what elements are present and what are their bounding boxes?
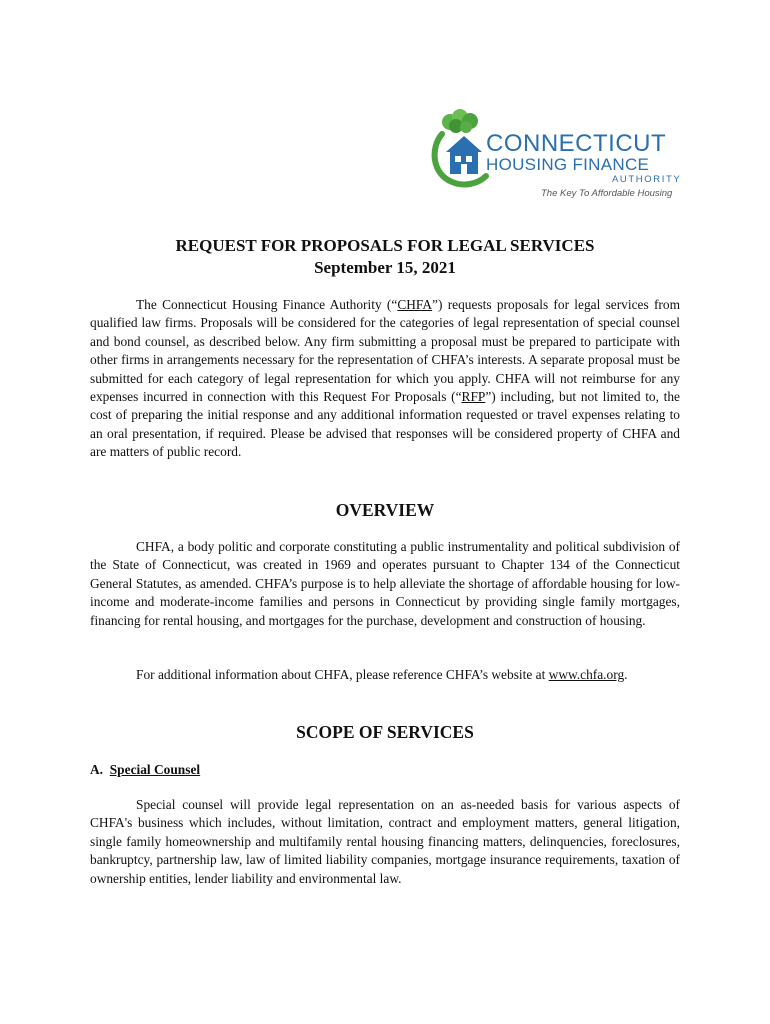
logo-line-connecticut: CONNECTICUT xyxy=(486,130,667,157)
chfa-website-link[interactable]: www.chfa.org xyxy=(548,667,625,682)
intro-text-3: ”) including, but not limited to, the cost of preparing the initial response and any additional information requested or travel expenses relating to an oral presentation, if required. Please be advised that responses will be considered property of CHFA and are matters of public record. xyxy=(90,389,680,460)
website-text: For additional information about CHFA, please reference CHFA’s website at xyxy=(136,667,549,682)
overview-text: CHFA, a body politic and corporate constituting a public instrumentality and political subdivision of the State of Connecticut, was created in 1969 and operates pursuant to Chapter 134 of the Connecticut General Statutes, as amended. CHFA’s purpose is to help alleviate the shortage of affordable housing for low-income and moderate-income families and persons in Connecticut by providing single family mortgages, financing for rental housing, and mortgages for the purchase, development and construction of housing. xyxy=(90,539,680,628)
subheading-letter: A. xyxy=(90,762,104,777)
logo-line-housing-finance: HOUSING FINANCE xyxy=(486,155,650,174)
website-text-end: . xyxy=(624,667,628,682)
special-counsel-subheading xyxy=(90,762,200,778)
overview-paragraph xyxy=(90,538,680,630)
chfa-logo xyxy=(428,108,680,200)
rfp-defined-term: RFP xyxy=(461,389,486,405)
intro-text-1: The Connecticut Housing Finance Authority (“ xyxy=(136,297,398,312)
special-counsel-text: Special counsel will provide legal representation on an as-needed basis for various aspects of CHFA's business which includes, without limitation, contract and employment matters, general litigation, single family homeownership and multifamily rental housing financing matters, delinquencies, foreclosures, bankruptcy, partnership law, law of limited liability companies, mortgage insurance requirements, taxation of ownership entities, lender liability and environmental law. xyxy=(90,797,680,886)
special-counsel-paragraph xyxy=(90,796,680,888)
scope-heading: SCOPE OF SERVICES xyxy=(296,722,474,742)
logo-line-authority: AUTHORITY xyxy=(612,174,682,185)
website-paragraph xyxy=(90,666,680,684)
intro-text-2: ”) requests proposals for legal services from qualified law firms. Proposals will be considered for the categories of legal representation of special counsel and bond counsel, as described below. Any firm submitting a proposal must be prepared to participate with other firms in arrangements necessary for the representation of CHFA’s interests. A separate proposal must be submitted for each category of legal representation for which you apply. CHFA will not reimburse for any expenses incurred in connection with this Request For Proposals (“ xyxy=(90,297,680,405)
intro-paragraph xyxy=(90,296,680,462)
subheading-title: Special Counsel xyxy=(109,762,201,777)
chfa-defined-term: CHFA xyxy=(397,297,433,312)
document-date: September 15, 2021 xyxy=(314,258,456,277)
document-title: REQUEST FOR PROPOSALS FOR LEGAL SERVICES xyxy=(175,236,595,255)
house-tree-logo-icon xyxy=(428,108,492,188)
logo-tagline: The Key To Affordable Housing xyxy=(541,188,673,199)
overview-heading: OVERVIEW xyxy=(335,500,435,520)
